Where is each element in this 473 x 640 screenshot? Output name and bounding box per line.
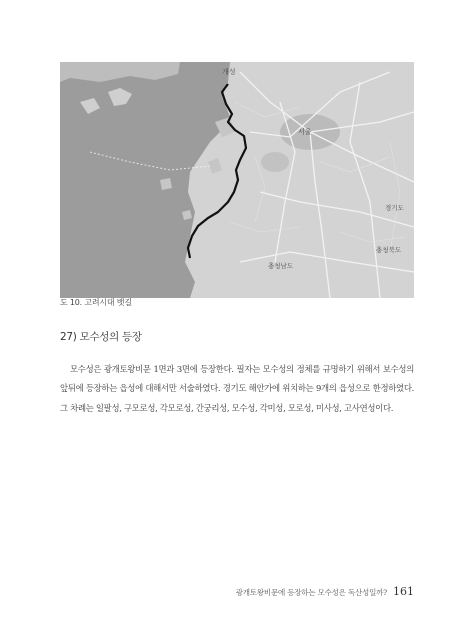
map-label-chungnam: 충청남도	[268, 262, 294, 270]
page-number: 161	[393, 585, 414, 598]
map-label-seoul: 서울	[298, 128, 312, 136]
map-label-chungbuk: 충청북도	[376, 246, 402, 254]
route-map-figure	[60, 62, 414, 298]
page-footer	[236, 585, 414, 598]
running-title: 광개토왕비문에 등장하는 모수성은 독산성일까?	[235, 588, 387, 597]
body-paragraph: 모수성은 광개토왕비문 1면과 3면에 등장한다. 필자는 모수성의 정체를 규명하기 위해서 보수성의 앞뒤에 등장하는 읍성에 대해서만 서술하였다. 경기도 해안가에 위치하는 9개의 읍성으로 한정하였다. 그 차례는 일팔성, 구모로성, 각모로성, 간궁리성, 모수성, 각미성, 모로성, 미사성, 고사연성이다.	[60, 364, 414, 413]
island	[160, 178, 172, 190]
map-canvas	[60, 62, 414, 298]
map-label-gaeseong: 개성	[222, 68, 236, 76]
figure-caption: 도 10. 고려시대 뱃길	[60, 298, 132, 307]
map-label-gyeonggi: 경기도	[385, 204, 404, 212]
urban-area	[261, 152, 289, 172]
section-title: 27) 모수성의 등장	[60, 331, 142, 343]
